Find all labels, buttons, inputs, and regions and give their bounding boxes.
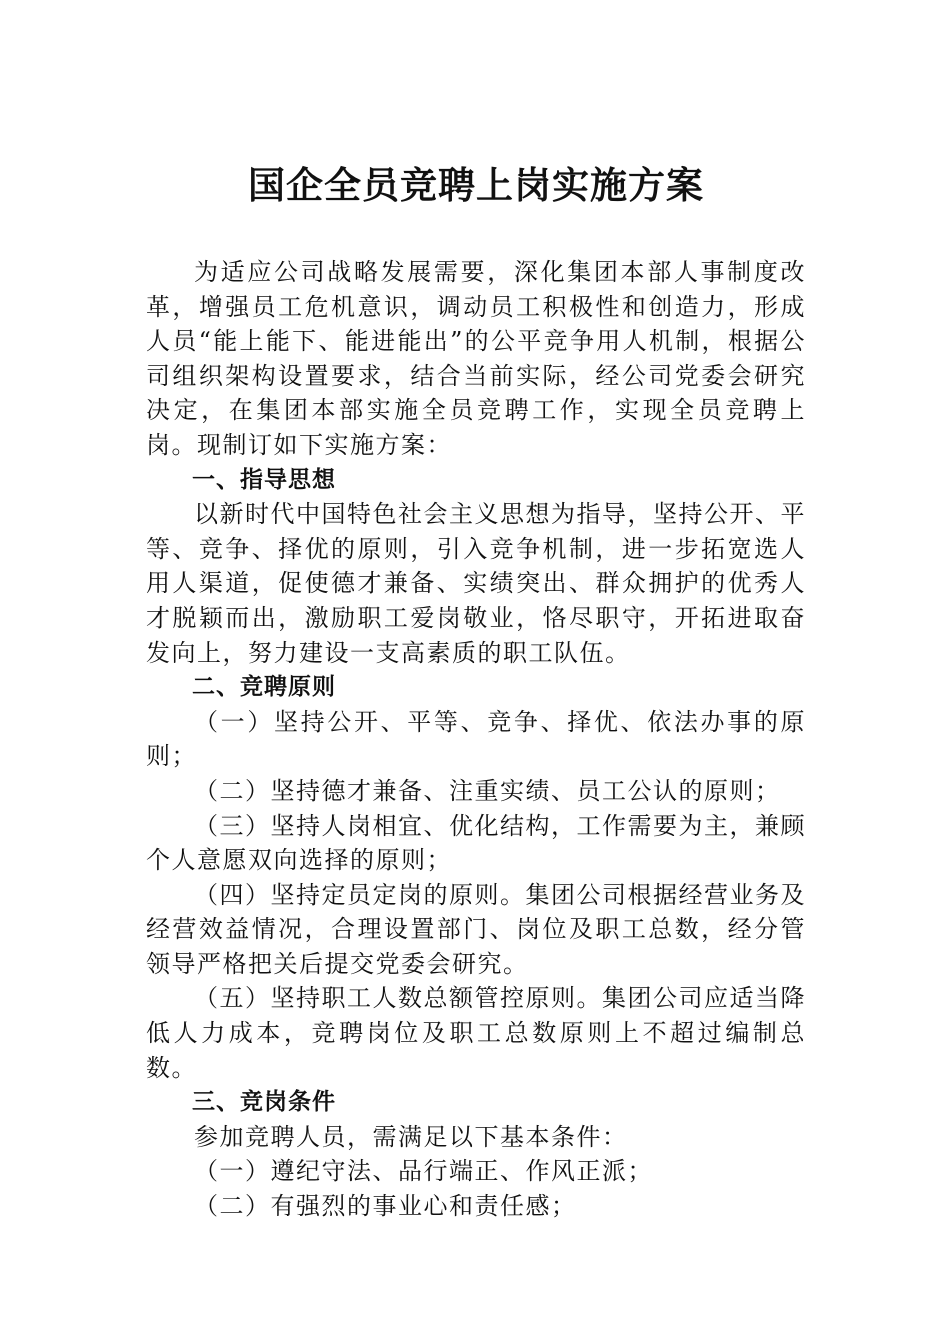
principle-item-5: （五）坚持职工人数总额管控原则。集团公司应适当降低人力成本，竞聘岗位及职工总数原则上不超过编制总数。 xyxy=(146,984,806,1082)
section-heading-conditions: 三、竞岗条件 xyxy=(192,1089,336,1116)
section-heading-principles: 二、竞聘原则 xyxy=(192,674,336,701)
intro-paragraph: 为适应公司战略发展需要，深化集团本部人事制度改革，增强员工危机意识，调动员工积极性和创造力，形成人员“能上能下、能进能出”的公平竞争用人机制，根据公司组织架构设置要求，结合当前实际，经公司党委会研究决定，在集团本部实施全员竞聘工作，实现全员竞聘上岗。现制订如下实施方案： xyxy=(146,258,806,459)
conditions-intro: 参加竞聘人员，需满足以下基本条件： xyxy=(194,1122,628,1151)
document-body xyxy=(146,255,806,1224)
condition-item-1: （一）遵纪守法、品行端正、作风正派； xyxy=(194,1157,653,1186)
guiding-ideology-paragraph: 以新时代中国特色社会主义思想为指导，坚持公开、平等、竞争、择优的原则，引入竞争机制，进一步拓宽选人用人渠道，促使德才兼备、实绩突出、群众拥护的优秀人才脱颖而出，激励职工爱岗敬业，恪尽职守，开拓进取奋发向上，努力建设一支高素质的职工队伍。 xyxy=(146,500,806,667)
principle-item-2: （二）坚持德才兼备、注重实绩、员工公认的原则； xyxy=(194,776,781,805)
principle-item-4: （四）坚持定员定岗的原则。集团公司根据经营业务及经营效益情况，合理设置部门、岗位及职工总数，经分管领导严格把关后提交党委会研究。 xyxy=(146,880,806,978)
principle-item-3: （三）坚持人岗相宜、优化结构，工作需要为主，兼顾个人意愿双向选择的原则； xyxy=(146,811,806,875)
document-title: 国企全员竞聘上岗实施方案 xyxy=(248,163,704,207)
condition-item-2: （二）有强烈的事业心和责任感； xyxy=(194,1192,577,1221)
section-heading-guiding-ideology: 一、指导思想 xyxy=(192,466,336,493)
principle-item-1: （一）坚持公开、平等、竞争、择优、依法办事的原则； xyxy=(146,707,806,771)
